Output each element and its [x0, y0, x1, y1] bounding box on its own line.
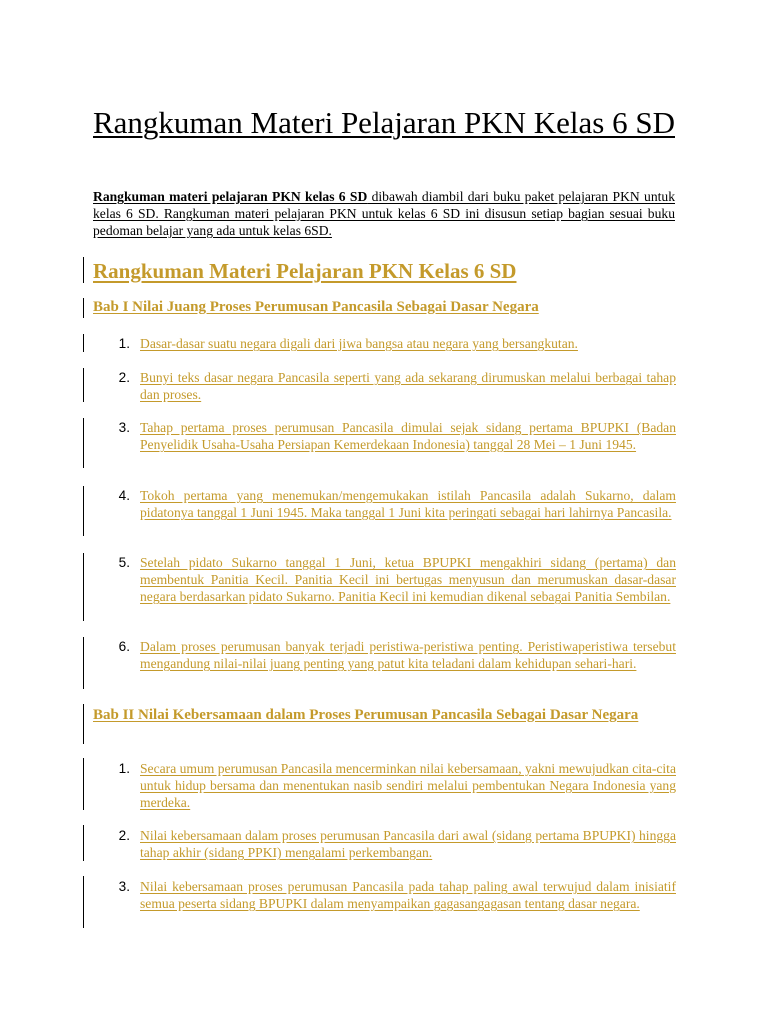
- list-text: Bunyi teks dasar negara Pancasila seperti yang ada sekarang dirumuskan melalui berbagai tahap dan proses.: [140, 370, 676, 402]
- section-heading: Rangkuman Materi Pelajaran PKN Kelas 6 SD: [93, 259, 517, 283]
- list-number: 2.: [118, 828, 130, 843]
- list-text: Tokoh pertama yang menemukan/mengemukakan istilah Pancasila adalah Sukarno, dalam pidatonya tanggal 1 Juni 1945. Maka tanggal 1 Juni kita peringati sebagai hari lahirnya Pancasila.: [140, 488, 676, 520]
- intro-paragraph: [93, 188, 675, 239]
- change-bar: [83, 876, 84, 928]
- change-bar: [83, 257, 84, 283]
- list-text: Nilai kebersamaan proses perumusan Pancasila pada tahap paling awal terwujud dalam inisiatif semua peserta sidang BPUPKI dalam menyampaikan gagasangagasan tentang dasar negara.: [140, 879, 676, 911]
- change-bar: [83, 637, 84, 689]
- page-title: Rangkuman Materi Pelajaran PKN Kelas 6 SD: [93, 105, 675, 140]
- list-number: 1.: [118, 761, 130, 776]
- list-number: 6.: [118, 639, 130, 654]
- list-text: Secara umum perumusan Pancasila mencerminkan nilai kebersamaan, yakni mewujudkan cita-cita untuk hidup bersama dan menentukan nasib sendiri melalui pembentukan Negara Indonesia yang merdeka.: [140, 761, 676, 810]
- change-bar: [83, 825, 84, 861]
- list-number: 3.: [118, 420, 130, 435]
- list-text: Dasar-dasar suatu negara digali dari jiwa bangsa atau negara yang bersangkutan.: [140, 336, 578, 351]
- list-text: Tahap pertama proses perumusan Pancasila dimulai sejak sidang pertama BPUPKI (Badan Penyelidik Usaha-Usaha Persiapan Kemerdekaan Indonesia) tanggal 28 Mei – 1 Juni 1945.: [140, 420, 676, 452]
- change-bar: [83, 334, 84, 352]
- list-text: Setelah pidato Sukarno tanggal 1 Juni, ketua BPUPKI mengakhiri sidang (pertama) dan membentuk Panitia Kecil. Panitia Kecil ini bertugas menyusun dan merumuskan dasar-dasar negara berdasarkan pidato Sukarno. Panitia Kecil ini kemudian dikenal sebagai Panitia Sembilan.: [140, 555, 676, 604]
- list-number: 4.: [118, 488, 130, 503]
- intro-rest: dibawah diambil dari buku paket pelajaran PKN untuk kelas 6 SD. Rangkuman materi pelajaran PKN untuk kelas 6 SD ini disusun setiap bagian sesuai buku pedoman belajar yang ada untuk kelas 6SD.: [93, 189, 675, 238]
- list-text: Nilai kebersamaan dalam proses perumusan Pancasila dari awal (sidang pertama BPUPKI) hingga tahap akhir (sidang PPKI) mengalami perkembangan.: [140, 828, 676, 860]
- list-number: 2.: [118, 370, 130, 385]
- bab2-heading: Bab II Nilai Kebersamaan dalam Proses Perumusan Pancasila Sebagai Dasar Negara: [93, 707, 639, 723]
- intro-bold-lead: Rangkuman materi pelajaran PKN kelas 6 SD: [93, 189, 368, 204]
- bab1-heading: Bab I Nilai Juang Proses Perumusan Pancasila Sebagai Dasar Negara: [93, 299, 539, 315]
- change-bar: [83, 418, 84, 468]
- list-number: 3.: [118, 879, 130, 894]
- list-text: Dalam proses perumusan banyak terjadi peristiwa-peristiwa penting. Peristiwaperistiwa tersebut mengandung nilai-nilai juang penting yang patut kita teladani dalam kehidupan sehari-hari.: [140, 639, 676, 671]
- change-bar: [83, 368, 84, 402]
- list-number: 1.: [118, 336, 130, 351]
- change-bar: [83, 553, 84, 621]
- change-bar: [83, 486, 84, 536]
- list-number: 5.: [118, 555, 130, 570]
- change-bar: [83, 704, 84, 744]
- change-bar: [83, 298, 84, 318]
- change-bar: [83, 758, 84, 810]
